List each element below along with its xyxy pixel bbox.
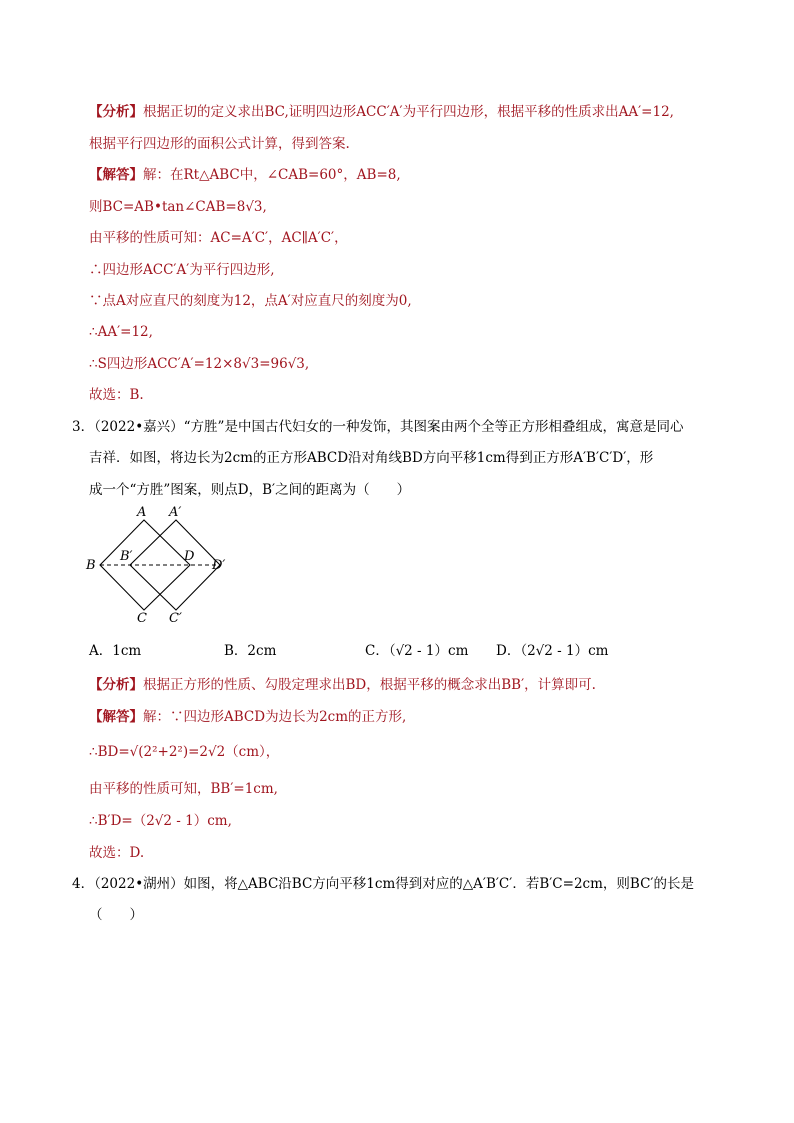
q3-stem-line-1: 3．（2022•嘉兴）“方胜”是中国古代妇女的一种发饰，其图案由两个全等正方形相叠组成，寓意是同心 — [72, 419, 684, 435]
q4-stem-line-1: 4．（2022•湖州）如图，将△ABC沿BC方向平移1cm得到对应的△A′B′C′．若B′C=2cm，则BC′的长是 — [72, 876, 694, 892]
q2-solution-line-1 — [89, 166, 401, 184]
q3-solution-line-1 — [89, 708, 406, 726]
q2-solution-line-6: ∴AA′=12, — [89, 324, 153, 340]
q2-solution-line-4: ∴四边形ACC′A′为平行四边形, — [89, 262, 275, 278]
analysis-tag: 【分析】 — [89, 677, 143, 693]
q2-analysis-line-1 — [89, 103, 674, 121]
label-b: B — [86, 558, 96, 573]
q3-stem-line-2: 吉祥．如图，将边长为2cm的正方形ABCD沿对角线BD方向平移1cm得到正方形A′B′C′D′，形 — [89, 450, 654, 466]
solution-tag: 【解答】 — [89, 167, 143, 183]
q2-solution-line-2: 则BC=AB•tan∠CAB=8√3, — [89, 199, 267, 215]
label-a: A — [137, 505, 147, 520]
q2-solution-line-5: ∵点A对应直尺的刻度为12，点A′对应直尺的刻度为0, — [89, 293, 412, 309]
label-d-prime: D′ — [212, 558, 226, 573]
q2-solution-line-8: 故选：B. — [89, 387, 144, 403]
fangsheng-figure — [80, 500, 250, 625]
label-c-prime: C′ — [169, 611, 182, 625]
q3-stem-line-3: 成一个“方胜”图案，则点D，B′之间的距离为（ ） — [89, 482, 411, 498]
analysis-tag: 【分析】 — [89, 104, 143, 120]
q3-solution-line-2: ∴BD=√(2²+2²)=2√2（cm）， — [89, 744, 280, 760]
label-b-prime: B′ — [120, 549, 133, 564]
q4-stem-line-2: （ ） — [89, 907, 143, 923]
q3-option-b: B．2cm — [224, 643, 277, 659]
solution-tag: 【解答】 — [89, 709, 143, 725]
solution-text: 解：∵四边形ABCD为边长为2cm的正方形, — [143, 709, 407, 725]
q3-option-a: A．1cm — [89, 643, 142, 659]
label-c: C — [137, 611, 147, 625]
q3-option-d: D．（2√2 - 1）cm — [496, 643, 609, 659]
analysis-text: 根据正方形的性质、勾股定理求出BD，根据平移的概念求出BB′，计算即可. — [143, 677, 596, 693]
q3-solution-line-4: ∴B′D=（2√2 - 1）cm, — [89, 813, 232, 829]
label-d: D — [184, 549, 195, 564]
q2-analysis-line-2: 根据平行四边形的面积公式计算，得到答案. — [89, 136, 350, 152]
analysis-text-a: 根据正切的定义求出BC,证明四边形ACC′A′ — [143, 104, 403, 120]
q3-option-c: C．（√2 - 1）cm — [365, 643, 469, 659]
q3-solution-line-5: 故选：D. — [89, 845, 145, 861]
q2-solution-line-7: ∴S四边形ACC′A′=12×8√3=96√3, — [89, 356, 310, 372]
analysis-text-b: 为平行四边形，根据平移的性质求出AA′=12, — [402, 104, 674, 120]
q3-analysis-line — [89, 676, 596, 694]
q3-solution-line-3: 由平移的性质可知，BB′=1cm, — [89, 781, 278, 797]
label-a-prime: A′ — [169, 505, 182, 520]
solution-text: 解：在Rt△ABC中，∠CAB=60°，AB=8, — [143, 167, 401, 183]
q2-solution-line-3: 由平移的性质可知：AC=A′C′，AC∥A′C′， — [89, 230, 348, 246]
